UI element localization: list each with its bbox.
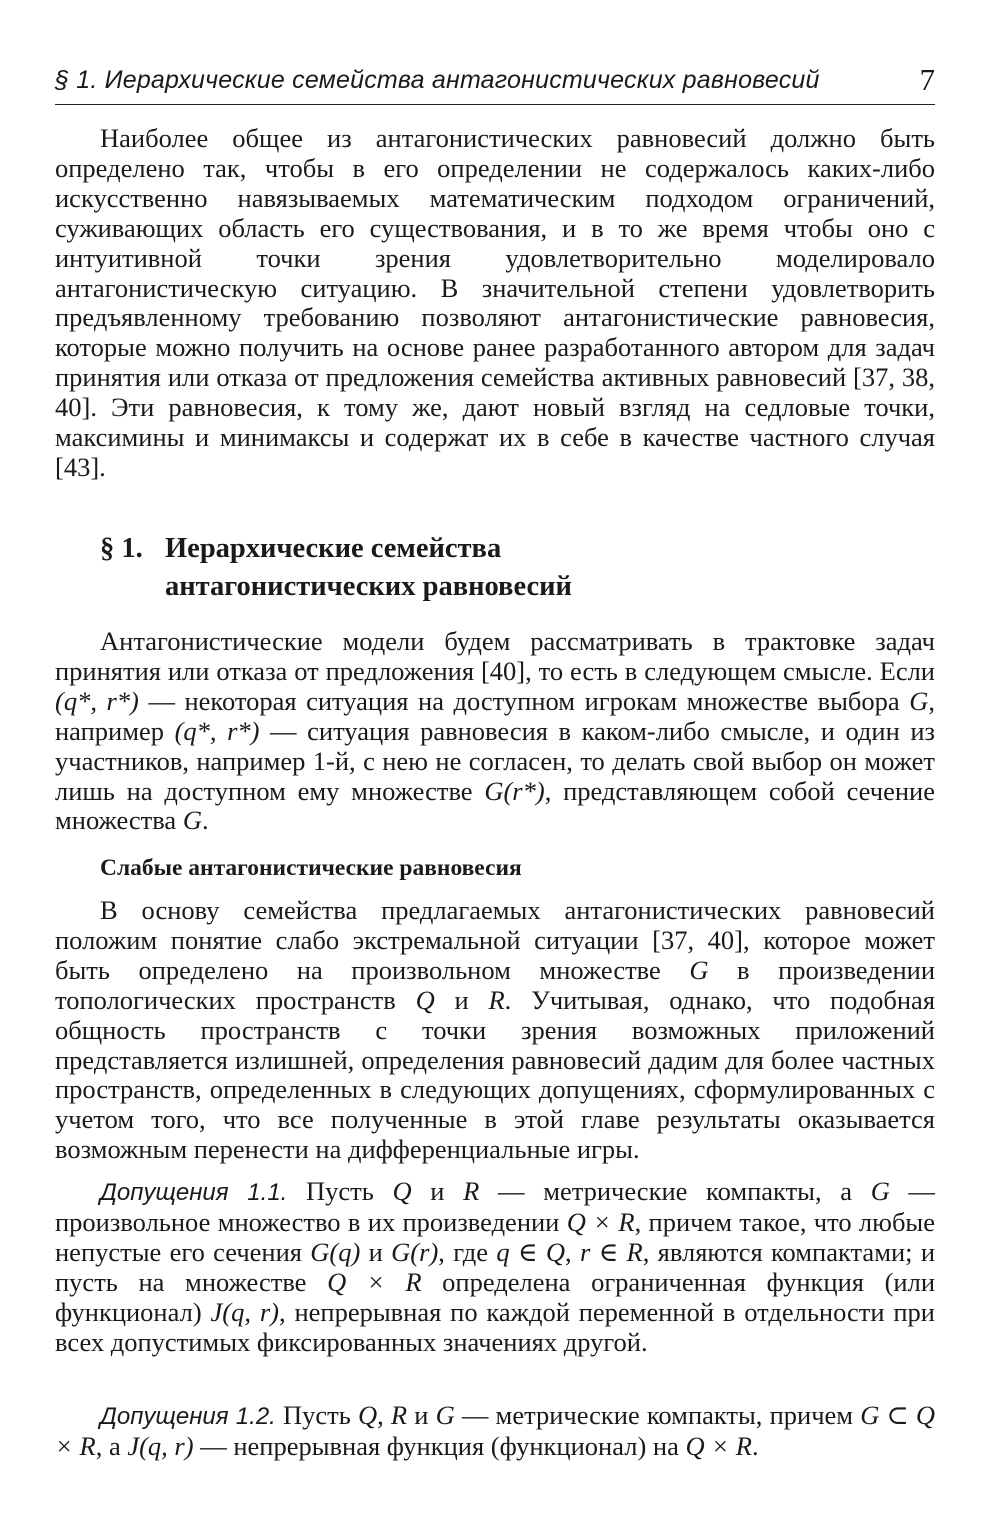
formula: r ∈ R: [579, 1236, 643, 1267]
section-title-line1: Иерархические семейства: [165, 533, 502, 564]
text-run: Антагонистические модели будем рассматривать в трактовке задач принятия или отказа от предложения [40], то есть в следующем смысле. Если: [55, 626, 935, 686]
section-title-line2: антагонистических равновесий: [165, 571, 572, 602]
formula: G: [689, 954, 709, 985]
formula: R: [390, 1400, 408, 1430]
section-number: § 1.: [100, 533, 143, 564]
text-run: — произвольное множество в их произведении: [55, 1176, 935, 1237]
formula: Q × R: [327, 1266, 422, 1297]
intro-text: Наиболее общее из антагонистических равновесий должно быть определено так, чтобы в его определении не содержалось каких-либо искусственно навязываемых математическим подходом ограничений, суживающих область его существования, и в то же время чтобы оно с интуитивной точки зрения удовлетворительно моделировало антагонистическую ситуацию. В значительной степени удовлетворить предъявленному требованию позволяют антагонистические равновесия, которые можно получить на основе ранее разработанного автором для задач принятия или отказа от предложения семейства активных равновесий [37, 38, 40]. Эти равновесия, к тому же, дают новый взгляд на седловые точки, максимины и минимаксы и содержат их в себе в качестве частного случая [43].: [55, 123, 935, 482]
page-number: 7: [919, 62, 935, 97]
paragraph-models: [55, 627, 935, 836]
models-text: [55, 627, 935, 836]
formula: J(q, r): [210, 1296, 279, 1327]
assumption-label: Допущения 1.2.: [100, 1403, 276, 1430]
section-heading: [100, 530, 700, 606]
running-head: [55, 62, 935, 105]
text-run: Пусть: [275, 1400, 358, 1430]
formula: G(r): [391, 1236, 439, 1267]
subsection-heading: Слабые антагонистические равновесия: [100, 855, 522, 881]
formula: (q*, r*): [55, 685, 139, 716]
text-run: — метрические компакты, причем: [454, 1400, 861, 1430]
text-run: ,: [564, 1236, 580, 1267]
formula: G(r*): [484, 775, 545, 806]
formula: G: [870, 1176, 890, 1206]
formula: (q*, r*): [174, 715, 260, 746]
formula: G(q): [310, 1236, 361, 1267]
text-run: В основу семейства предлагаемых антагонистических равновесий положим понятие слабо экстремальной ситуации [37, 40], которое может быть определено на произвольном множестве: [55, 895, 935, 985]
text-run: , непрерывная по каждой переменной в отдельности при всех допустимых фиксированных значениях другой.: [55, 1296, 935, 1357]
formula: G: [182, 805, 202, 836]
text-run: .: [201, 805, 209, 836]
assumption-1-2-text: [55, 1401, 935, 1462]
text-run: , представляющем собой сечение множества: [55, 775, 935, 836]
formula: R: [488, 984, 505, 1015]
text-run: — ситуация равновесия в каком-либо смысле, и один из участников, например 1-й, с нею не согласен, то делать свой выбор он может лишь на доступном ему множестве: [55, 715, 935, 806]
text-run: , причем такое, что любые непустые его сечения: [55, 1206, 935, 1267]
assumption-1-1: [55, 1177, 935, 1357]
text-run: и: [411, 1176, 464, 1206]
formula: Q × R: [685, 1430, 752, 1461]
text-run: , а: [95, 1430, 128, 1461]
text-run: ,: [377, 1400, 391, 1430]
text-run: .: [751, 1430, 759, 1461]
text-run: — непрерывная функция (функционал) на: [193, 1430, 686, 1461]
paragraph-weak-equilibria: [55, 896, 935, 1165]
text-run: , например: [55, 685, 935, 746]
formula: G: [435, 1400, 455, 1430]
formula: G: [909, 685, 929, 716]
text-run: , где: [438, 1236, 497, 1267]
formula: Q × R: [566, 1206, 635, 1237]
book-page: [55, 0, 935, 1530]
text-run: Пусть: [287, 1176, 393, 1206]
text-run: в произведении топологических пространств: [55, 954, 936, 1015]
text-run: — метрические компакты, а: [479, 1176, 871, 1206]
formula: q ∈ Q: [496, 1236, 565, 1267]
text-run: и: [434, 984, 489, 1015]
text-run: — некоторая ситуация на доступном игрокам множестве выбора: [138, 685, 910, 716]
assumption-label: Допущения 1.1.: [100, 1179, 288, 1206]
weak-text: [55, 896, 935, 1165]
formula: G ⊂ Q × R: [55, 1400, 935, 1461]
assumption-1-2: [55, 1401, 935, 1462]
text-run: и: [360, 1236, 392, 1267]
formula: J(q, r): [127, 1430, 194, 1461]
text-run: и: [407, 1400, 436, 1430]
text-run: , являются компактами; и пусть на множестве: [55, 1236, 936, 1297]
assumption-1-1-text: [55, 1177, 935, 1357]
formula: Q: [415, 984, 435, 1015]
formula: Q: [357, 1400, 378, 1430]
text-run: . Учитывая, однако, что подобная общность пространств с точки зрения возможных приложений представляется излишней, определения равновесий дадим для более частных пространств, определенных в следующих допущениях, сформулированных с учетом того, что все полученные в этой главе результаты оказывается возможным перенести на дифференциальные игры.: [55, 984, 936, 1165]
running-title: § 1. Иерархические семейства антагонистических равновесий: [55, 66, 820, 94]
formula: R: [463, 1176, 480, 1206]
paragraph-intro: [55, 124, 935, 483]
text-run: определена ограниченная функция (или функционал): [55, 1266, 935, 1327]
formula: Q: [392, 1176, 412, 1206]
